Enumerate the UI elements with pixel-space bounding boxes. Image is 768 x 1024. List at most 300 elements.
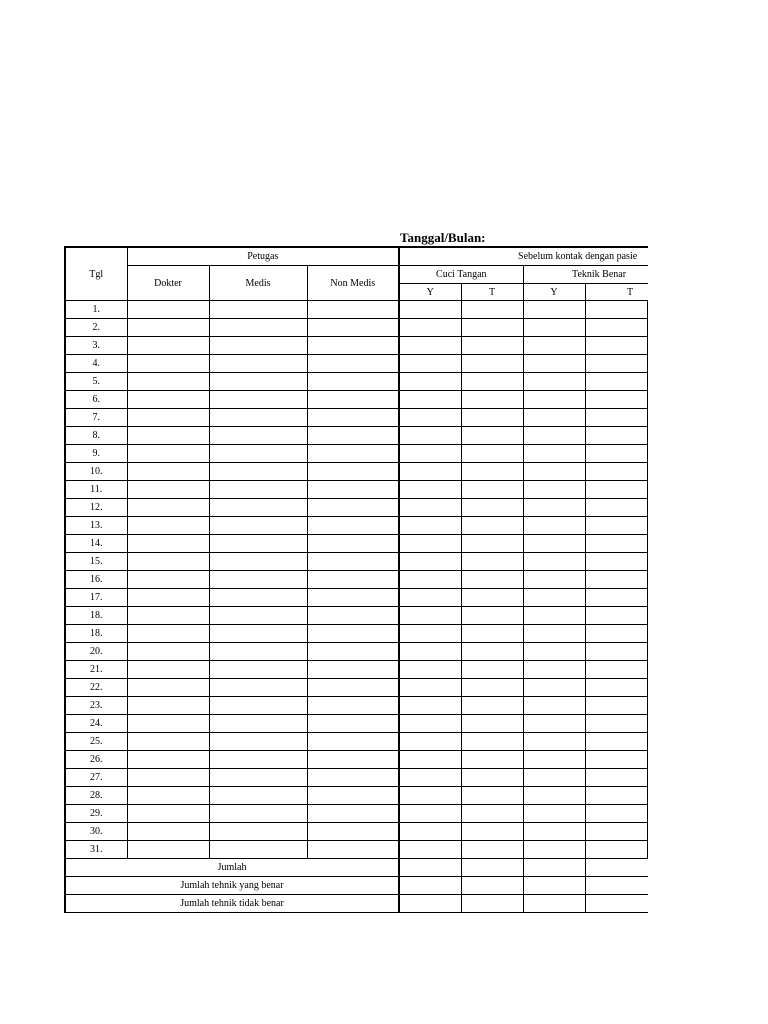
table-row xyxy=(65,445,648,463)
entry-cell[interactable] xyxy=(647,427,648,445)
entry-cell[interactable] xyxy=(647,391,648,409)
row-label: 9. xyxy=(65,445,127,463)
entry-cell[interactable] xyxy=(585,751,647,769)
entry-cell[interactable] xyxy=(523,409,585,427)
entry-cell[interactable] xyxy=(523,607,585,625)
entry-cell[interactable] xyxy=(307,535,399,553)
col-header-dokter: Dokter xyxy=(127,266,209,301)
table-row xyxy=(65,301,648,319)
entry-cell[interactable] xyxy=(523,697,585,715)
entry-cell[interactable] xyxy=(461,319,523,337)
entry-cell[interactable] xyxy=(209,445,307,463)
summary-cell[interactable] xyxy=(461,877,523,895)
row-label: 31. xyxy=(65,841,127,859)
entry-cell[interactable] xyxy=(399,409,461,427)
entry-cell[interactable] xyxy=(209,409,307,427)
entry-cell[interactable] xyxy=(209,697,307,715)
row-label: 1. xyxy=(65,301,127,319)
entry-cell[interactable] xyxy=(307,553,399,571)
entry-cell[interactable] xyxy=(461,679,523,697)
entry-cell[interactable] xyxy=(127,517,209,535)
entry-cell[interactable] xyxy=(399,517,461,535)
entry-cell[interactable] xyxy=(523,499,585,517)
entry-cell[interactable] xyxy=(585,355,647,373)
entry-cell[interactable] xyxy=(647,679,648,697)
entry-cell[interactable] xyxy=(209,733,307,751)
entry-cell[interactable] xyxy=(399,535,461,553)
summary-cell[interactable] xyxy=(523,859,585,877)
entry-cell[interactable] xyxy=(585,697,647,715)
entry-cell[interactable] xyxy=(523,301,585,319)
table-row xyxy=(65,823,648,841)
row-label: 2. xyxy=(65,319,127,337)
entry-cell[interactable] xyxy=(307,481,399,499)
entry-cell[interactable] xyxy=(399,607,461,625)
entry-cell[interactable] xyxy=(307,769,399,787)
summary-cell[interactable] xyxy=(399,895,461,913)
entry-cell[interactable] xyxy=(523,715,585,733)
entry-cell[interactable] xyxy=(585,715,647,733)
entry-cell[interactable] xyxy=(307,391,399,409)
entry-cell[interactable] xyxy=(127,733,209,751)
entry-cell[interactable] xyxy=(127,301,209,319)
entry-cell[interactable] xyxy=(523,481,585,499)
entry-cell[interactable] xyxy=(399,841,461,859)
entry-cell[interactable] xyxy=(127,373,209,391)
entry-cell[interactable] xyxy=(209,463,307,481)
entry-cell[interactable] xyxy=(307,661,399,679)
table-body xyxy=(65,247,648,913)
summary-cell[interactable] xyxy=(585,895,648,913)
entry-cell[interactable] xyxy=(127,661,209,679)
entry-cell[interactable] xyxy=(523,445,585,463)
entry-cell[interactable] xyxy=(307,805,399,823)
entry-cell[interactable] xyxy=(399,553,461,571)
entry-cell[interactable] xyxy=(127,319,209,337)
entry-cell[interactable] xyxy=(399,787,461,805)
entry-cell[interactable] xyxy=(461,697,523,715)
entry-cell[interactable] xyxy=(461,589,523,607)
row-label: 28. xyxy=(65,787,127,805)
entry-cell[interactable] xyxy=(461,625,523,643)
entry-cell[interactable] xyxy=(585,535,647,553)
entry-cell[interactable] xyxy=(307,643,399,661)
entry-cell[interactable] xyxy=(585,409,647,427)
entry-cell[interactable] xyxy=(523,355,585,373)
table-row xyxy=(65,463,648,481)
entry-cell[interactable] xyxy=(523,643,585,661)
row-label: 10. xyxy=(65,463,127,481)
entry-cell[interactable] xyxy=(585,607,647,625)
entry-cell[interactable] xyxy=(399,319,461,337)
entry-cell[interactable] xyxy=(523,589,585,607)
table-row xyxy=(65,805,648,823)
entry-cell[interactable] xyxy=(307,697,399,715)
entry-cell[interactable] xyxy=(307,427,399,445)
entry-cell[interactable] xyxy=(461,499,523,517)
entry-cell[interactable] xyxy=(523,517,585,535)
entry-cell[interactable] xyxy=(127,607,209,625)
entry-cell[interactable] xyxy=(209,769,307,787)
entry-cell[interactable] xyxy=(209,337,307,355)
entry-cell[interactable] xyxy=(307,571,399,589)
entry-cell[interactable] xyxy=(647,499,648,517)
entry-cell[interactable] xyxy=(647,319,648,337)
table-row xyxy=(65,751,648,769)
entry-cell[interactable] xyxy=(585,301,647,319)
entry-cell[interactable] xyxy=(399,445,461,463)
entry-cell[interactable] xyxy=(399,769,461,787)
entry-cell[interactable] xyxy=(647,769,648,787)
entry-cell[interactable] xyxy=(585,319,647,337)
entry-cell[interactable] xyxy=(585,589,647,607)
entry-cell[interactable] xyxy=(209,841,307,859)
entry-cell[interactable] xyxy=(461,643,523,661)
entry-cell[interactable] xyxy=(127,571,209,589)
entry-cell[interactable] xyxy=(585,499,647,517)
entry-cell[interactable] xyxy=(523,823,585,841)
entry-cell[interactable] xyxy=(523,841,585,859)
group-header-teknik-benar: Teknik Benar xyxy=(523,266,648,284)
entry-cell[interactable] xyxy=(461,517,523,535)
entry-cell[interactable] xyxy=(647,517,648,535)
entry-cell[interactable] xyxy=(209,661,307,679)
entry-cell[interactable] xyxy=(127,841,209,859)
entry-cell[interactable] xyxy=(461,373,523,391)
entry-cell[interactable] xyxy=(307,607,399,625)
entry-cell[interactable] xyxy=(399,805,461,823)
row-label: 5. xyxy=(65,373,127,391)
entry-cell[interactable] xyxy=(209,535,307,553)
entry-cell[interactable] xyxy=(585,445,647,463)
entry-cell[interactable] xyxy=(209,625,307,643)
entry-cell[interactable] xyxy=(307,445,399,463)
table-row xyxy=(65,661,648,679)
entry-cell[interactable] xyxy=(647,445,648,463)
entry-cell[interactable] xyxy=(307,679,399,697)
entry-cell[interactable] xyxy=(461,337,523,355)
entry-cell[interactable] xyxy=(399,391,461,409)
row-label: 16. xyxy=(65,571,127,589)
entry-cell[interactable] xyxy=(307,589,399,607)
entry-cell[interactable] xyxy=(647,409,648,427)
entry-cell[interactable] xyxy=(307,463,399,481)
entry-cell[interactable] xyxy=(647,751,648,769)
entry-cell[interactable] xyxy=(461,787,523,805)
entry-cell[interactable] xyxy=(127,409,209,427)
entry-cell[interactable] xyxy=(307,319,399,337)
entry-cell[interactable] xyxy=(399,589,461,607)
entry-cell[interactable] xyxy=(461,751,523,769)
entry-cell[interactable] xyxy=(647,715,648,733)
summary-cell[interactable] xyxy=(585,877,648,895)
yt-header: Y xyxy=(399,284,461,301)
entry-cell[interactable] xyxy=(523,391,585,409)
entry-cell[interactable] xyxy=(461,805,523,823)
row-label: 18. xyxy=(65,607,127,625)
entry-cell[interactable] xyxy=(399,463,461,481)
entry-cell[interactable] xyxy=(209,499,307,517)
entry-cell[interactable] xyxy=(523,553,585,571)
entry-cell[interactable] xyxy=(647,787,648,805)
entry-cell[interactable] xyxy=(209,643,307,661)
entry-cell[interactable] xyxy=(127,787,209,805)
entry-cell[interactable] xyxy=(585,571,647,589)
entry-cell[interactable] xyxy=(209,319,307,337)
entry-cell[interactable] xyxy=(307,301,399,319)
entry-cell[interactable] xyxy=(399,373,461,391)
entry-cell[interactable] xyxy=(461,841,523,859)
entry-cell[interactable] xyxy=(461,355,523,373)
entry-cell[interactable] xyxy=(209,481,307,499)
group-header-cuci-tangan: Cuci Tangan xyxy=(399,266,523,284)
entry-cell[interactable] xyxy=(127,769,209,787)
entry-cell[interactable] xyxy=(127,679,209,697)
entry-cell[interactable] xyxy=(127,463,209,481)
entry-cell[interactable] xyxy=(209,823,307,841)
entry-cell[interactable] xyxy=(399,625,461,643)
yt-header: T xyxy=(461,284,523,301)
entry-cell[interactable] xyxy=(209,787,307,805)
entry-cell[interactable] xyxy=(461,427,523,445)
entry-cell[interactable] xyxy=(647,535,648,553)
entry-cell[interactable] xyxy=(209,679,307,697)
row-label: 12. xyxy=(65,499,127,517)
entry-cell[interactable] xyxy=(461,535,523,553)
entry-cell[interactable] xyxy=(307,499,399,517)
entry-cell[interactable] xyxy=(585,373,647,391)
entry-cell[interactable] xyxy=(127,481,209,499)
entry-cell[interactable] xyxy=(523,805,585,823)
entry-cell[interactable] xyxy=(585,481,647,499)
table-row xyxy=(65,319,648,337)
entry-cell[interactable] xyxy=(585,463,647,481)
entry-cell[interactable] xyxy=(647,841,648,859)
entry-cell[interactable] xyxy=(461,391,523,409)
entry-cell[interactable] xyxy=(307,751,399,769)
entry-cell[interactable] xyxy=(209,553,307,571)
entry-cell[interactable] xyxy=(209,355,307,373)
entry-cell[interactable] xyxy=(127,445,209,463)
entry-cell[interactable] xyxy=(127,355,209,373)
entry-cell[interactable] xyxy=(461,733,523,751)
entry-cell[interactable] xyxy=(307,517,399,535)
summary-cell[interactable] xyxy=(461,895,523,913)
entry-cell[interactable] xyxy=(647,805,648,823)
entry-cell[interactable] xyxy=(585,517,647,535)
entry-cell[interactable] xyxy=(523,463,585,481)
entry-cell[interactable] xyxy=(307,337,399,355)
entry-cell[interactable] xyxy=(647,301,648,319)
table-row xyxy=(65,535,648,553)
entry-cell[interactable] xyxy=(461,823,523,841)
entry-cell[interactable] xyxy=(209,427,307,445)
entry-cell[interactable] xyxy=(647,733,648,751)
entry-cell[interactable] xyxy=(585,553,647,571)
entry-cell[interactable] xyxy=(523,571,585,589)
entry-cell[interactable] xyxy=(585,679,647,697)
entry-cell[interactable] xyxy=(523,679,585,697)
entry-cell[interactable] xyxy=(307,625,399,643)
entry-cell[interactable] xyxy=(127,751,209,769)
entry-cell[interactable] xyxy=(647,481,648,499)
row-label: 17. xyxy=(65,589,127,607)
entry-cell[interactable] xyxy=(647,643,648,661)
entry-cell[interactable] xyxy=(307,373,399,391)
summary-label: Jumlah xyxy=(65,859,399,877)
entry-cell[interactable] xyxy=(461,715,523,733)
entry-cell[interactable] xyxy=(399,643,461,661)
entry-cell[interactable] xyxy=(647,553,648,571)
summary-cell[interactable] xyxy=(399,859,461,877)
table-row xyxy=(65,409,648,427)
row-label: 23. xyxy=(65,697,127,715)
entry-cell[interactable] xyxy=(461,301,523,319)
entry-cell[interactable] xyxy=(209,373,307,391)
entry-cell[interactable] xyxy=(209,607,307,625)
entry-cell[interactable] xyxy=(127,823,209,841)
entry-cell[interactable] xyxy=(647,697,648,715)
entry-cell[interactable] xyxy=(523,535,585,553)
entry-cell[interactable] xyxy=(585,625,647,643)
entry-cell[interactable] xyxy=(647,589,648,607)
entry-cell[interactable] xyxy=(127,589,209,607)
table-row xyxy=(65,373,648,391)
entry-cell[interactable] xyxy=(461,445,523,463)
entry-cell[interactable] xyxy=(399,571,461,589)
entry-cell[interactable] xyxy=(127,535,209,553)
entry-cell[interactable] xyxy=(307,355,399,373)
entry-cell[interactable] xyxy=(307,409,399,427)
entry-cell[interactable] xyxy=(461,607,523,625)
entry-cell[interactable] xyxy=(399,733,461,751)
summary-row xyxy=(65,877,648,895)
entry-cell[interactable] xyxy=(647,661,648,679)
table-row xyxy=(65,643,648,661)
entry-cell[interactable] xyxy=(127,643,209,661)
entry-cell[interactable] xyxy=(399,337,461,355)
entry-cell[interactable] xyxy=(523,751,585,769)
entry-cell[interactable] xyxy=(461,553,523,571)
entry-cell[interactable] xyxy=(523,769,585,787)
entry-cell[interactable] xyxy=(585,805,647,823)
summary-cell[interactable] xyxy=(399,877,461,895)
summary-cell[interactable] xyxy=(523,877,585,895)
entry-cell[interactable] xyxy=(461,661,523,679)
entry-cell[interactable] xyxy=(209,805,307,823)
entry-cell[interactable] xyxy=(209,571,307,589)
entry-cell[interactable] xyxy=(127,337,209,355)
entry-cell[interactable] xyxy=(585,733,647,751)
row-label: 26. xyxy=(65,751,127,769)
entry-cell[interactable] xyxy=(127,553,209,571)
entry-cell[interactable] xyxy=(647,355,648,373)
summary-cell[interactable] xyxy=(585,859,648,877)
entry-cell[interactable] xyxy=(127,805,209,823)
entry-cell[interactable] xyxy=(399,679,461,697)
entry-cell[interactable] xyxy=(399,661,461,679)
entry-cell[interactable] xyxy=(399,301,461,319)
col-header-non-medis: Non Medis xyxy=(307,266,399,301)
entry-cell[interactable] xyxy=(461,769,523,787)
entry-cell[interactable] xyxy=(647,607,648,625)
entry-cell[interactable] xyxy=(585,769,647,787)
entry-cell[interactable] xyxy=(461,409,523,427)
table-row xyxy=(65,571,648,589)
entry-cell[interactable] xyxy=(209,517,307,535)
entry-cell[interactable] xyxy=(399,697,461,715)
entry-cell[interactable] xyxy=(523,661,585,679)
entry-cell[interactable] xyxy=(585,841,647,859)
summary-cell[interactable] xyxy=(523,895,585,913)
entry-cell[interactable] xyxy=(585,337,647,355)
table-row xyxy=(65,391,648,409)
entry-cell[interactable] xyxy=(523,337,585,355)
table-row xyxy=(65,715,648,733)
entry-cell[interactable] xyxy=(209,715,307,733)
entry-cell[interactable] xyxy=(585,787,647,805)
entry-cell[interactable] xyxy=(307,787,399,805)
entry-cell[interactable] xyxy=(647,337,648,355)
entry-cell[interactable] xyxy=(523,427,585,445)
entry-cell[interactable] xyxy=(307,841,399,859)
entry-cell[interactable] xyxy=(523,373,585,391)
entry-cell[interactable] xyxy=(647,823,648,841)
entry-cell[interactable] xyxy=(127,625,209,643)
entry-cell[interactable] xyxy=(399,715,461,733)
entry-cell[interactable] xyxy=(585,823,647,841)
entry-cell[interactable] xyxy=(209,301,307,319)
entry-cell[interactable] xyxy=(647,463,648,481)
entry-cell[interactable] xyxy=(399,355,461,373)
entry-cell[interactable] xyxy=(399,499,461,517)
table-row xyxy=(65,481,648,499)
entry-cell[interactable] xyxy=(647,571,648,589)
entry-cell[interactable] xyxy=(399,823,461,841)
entry-cell[interactable] xyxy=(127,499,209,517)
yt-header: T xyxy=(585,284,648,301)
entry-cell[interactable] xyxy=(307,823,399,841)
entry-cell[interactable] xyxy=(523,733,585,751)
entry-cell[interactable] xyxy=(209,751,307,769)
entry-cell[interactable] xyxy=(585,661,647,679)
entry-cell[interactable] xyxy=(461,571,523,589)
entry-cell[interactable] xyxy=(127,697,209,715)
entry-cell[interactable] xyxy=(647,625,648,643)
entry-cell[interactable] xyxy=(307,715,399,733)
entry-cell[interactable] xyxy=(647,373,648,391)
entry-cell[interactable] xyxy=(523,787,585,805)
entry-cell[interactable] xyxy=(307,733,399,751)
entry-cell[interactable] xyxy=(399,751,461,769)
entry-cell[interactable] xyxy=(585,643,647,661)
entry-cell[interactable] xyxy=(399,427,461,445)
summary-cell[interactable] xyxy=(461,859,523,877)
entry-cell[interactable] xyxy=(461,481,523,499)
entry-cell[interactable] xyxy=(523,319,585,337)
entry-cell[interactable] xyxy=(209,391,307,409)
entry-cell[interactable] xyxy=(127,427,209,445)
header-row-1 xyxy=(65,247,648,266)
entry-cell[interactable] xyxy=(209,589,307,607)
entry-cell[interactable] xyxy=(127,715,209,733)
entry-cell[interactable] xyxy=(585,427,647,445)
entry-cell[interactable] xyxy=(399,481,461,499)
entry-cell[interactable] xyxy=(461,463,523,481)
entry-cell[interactable] xyxy=(585,391,647,409)
entry-cell[interactable] xyxy=(523,625,585,643)
entry-cell[interactable] xyxy=(127,391,209,409)
